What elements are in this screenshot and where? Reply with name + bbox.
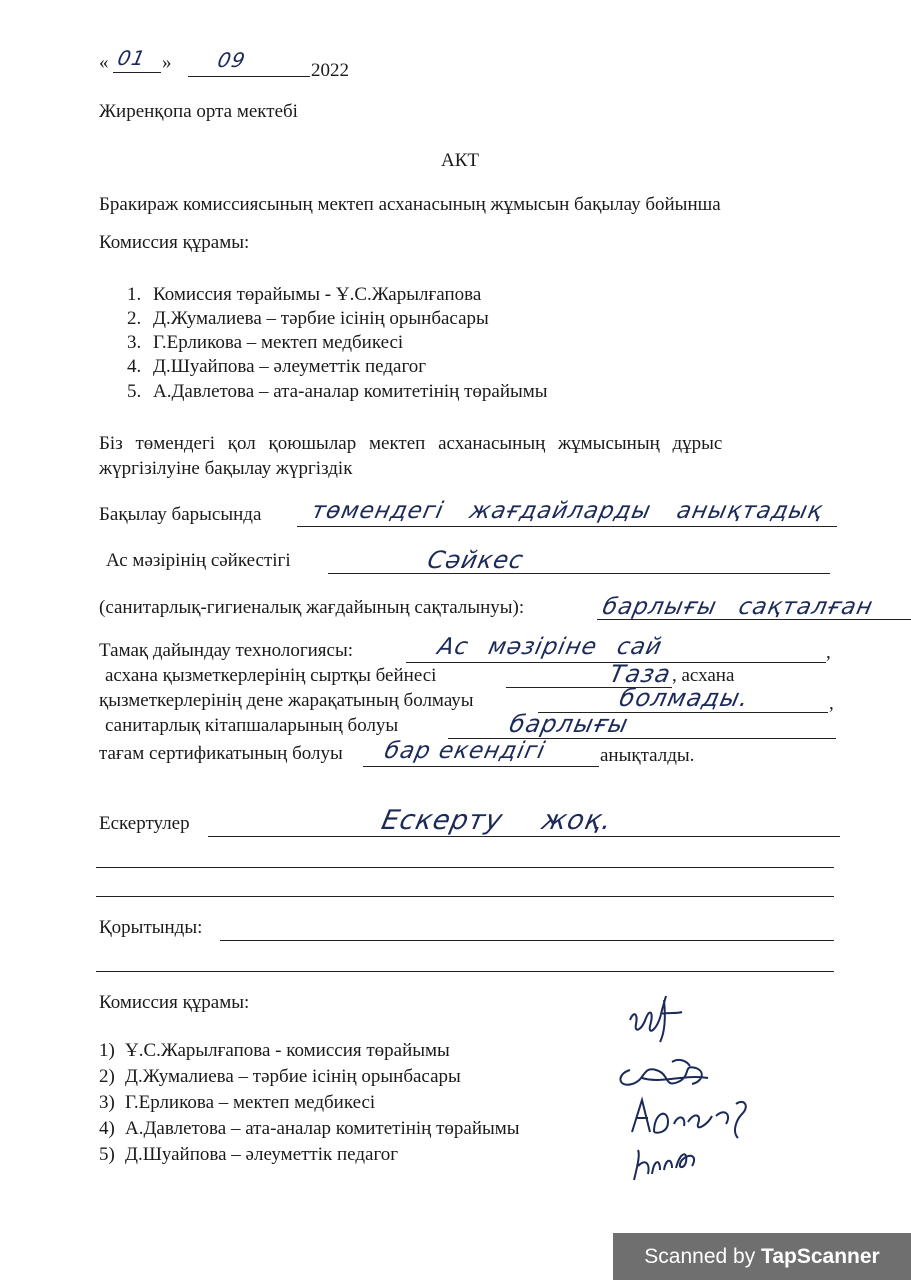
control-line [297,526,837,527]
certificate-end: анықталды. [600,745,695,766]
certificate-value: бар екендігі [382,738,548,764]
notes-line-2 [96,867,834,868]
paragraph-line-2: жүргізілуіне бақылау жүргіздік [99,458,353,479]
school-name: Жиренқопа орта мектебі [99,101,298,122]
date-day: 01 [115,46,149,70]
menu-line [328,573,830,574]
notes-line-1 [208,836,840,837]
document-title: АКТ [441,150,479,171]
list-item: 5) Д.Шуайпова – әлеуметтік педагог [99,1144,399,1165]
date-month: 09 [215,48,249,72]
document-subtitle: Бракираж комиссиясының мектеп асханасының жұмысын бақылау бойынша [99,194,721,215]
conclusion-line-1 [220,940,834,941]
date-open-quote: « [99,52,109,73]
paragraph-line-1: Біз төмендегі қол қоюшылар мектеп асханасының жұмысының дұрыс [99,433,723,454]
notes-label: Ескертулер [99,813,190,834]
appearance-label: асхана қызметкерлерінің сыртқы бейнесі [105,665,437,686]
list-item: 1. Комиссия төрайымы - Ұ.С.Жарылғапова [127,284,482,305]
menu-value: Сәйкес [425,546,527,574]
list-item: 5. А.Давлетова – ата-аналар комитетінің төрайымы [127,381,548,402]
list-item: 2. Д.Жумалиева – тәрбие ісінің орынбасары [127,308,489,329]
technology-label: Тамақ дайындау технологиясы: [99,640,354,661]
control-label: Бақылау барысында [99,504,262,525]
injury-value: болмады. [617,684,752,712]
signature-2 [612,1048,722,1096]
injury-label: қызметкерлерінің дене жарақатының болмауы [99,690,474,711]
list-item: 3) Г.Ерликова – мектеп медбикесі [99,1092,376,1113]
date-month-line [188,76,310,77]
notes-value: Ескерту жоқ. [378,805,616,836]
certificate-line [363,766,599,767]
watermark-brand: TapScanner [761,1245,880,1268]
control-value: төмендегі жағдайларды анықтадық [309,498,826,524]
injury-end: , [829,693,834,714]
commission-heading-2: Комиссия құрамы: [99,992,250,1013]
date-close-quote: » [162,52,172,73]
appearance-end: , асхана [672,665,735,686]
books-value: барлығы [507,710,632,738]
commission-heading: Комиссия құрамы: [99,232,250,253]
notes-line-3 [96,896,834,897]
date-year: 2022 [311,60,349,81]
date-day-line [113,72,161,73]
conclusion-label: Қорытынды: [99,917,203,938]
signature-3 [628,1092,756,1140]
technology-value: Ас мәзіріне сай [435,634,665,660]
watermark-prefix: Scanned by [644,1245,756,1268]
sanitary-value: барлығы сақталған [600,594,876,620]
menu-label: Ас мәзірінің сәйкестігі [106,550,291,571]
certificate-label: тағам сертификатының болуы [99,743,343,764]
signature-4 [630,1140,704,1188]
list-item: 3. Г.Ерликова – мектеп медбикесі [127,332,404,353]
books-label: санитарлық кітапшаларының болуы [105,715,399,736]
list-item: 2) Д.Жумалиева – тәрбие ісінің орынбасары [99,1066,461,1087]
list-item: 1) Ұ.С.Жарылғапова - комиссия төрайымы [99,1040,450,1061]
appearance-value: Таза [607,660,674,688]
technology-end: , [826,642,831,663]
signature-1 [620,990,690,1048]
conclusion-line-2 [96,971,834,972]
sanitary-label: (санитарлық-гигиеналық жағдайының сақталынуы): [99,597,525,618]
list-item: 4) А.Давлетова – ата-аналар комитетінің төрайымы [99,1118,520,1139]
list-item: 4. Д.Шуайпова – әлеуметтік педагог [127,356,427,377]
scanner-watermark [613,1233,911,1280]
